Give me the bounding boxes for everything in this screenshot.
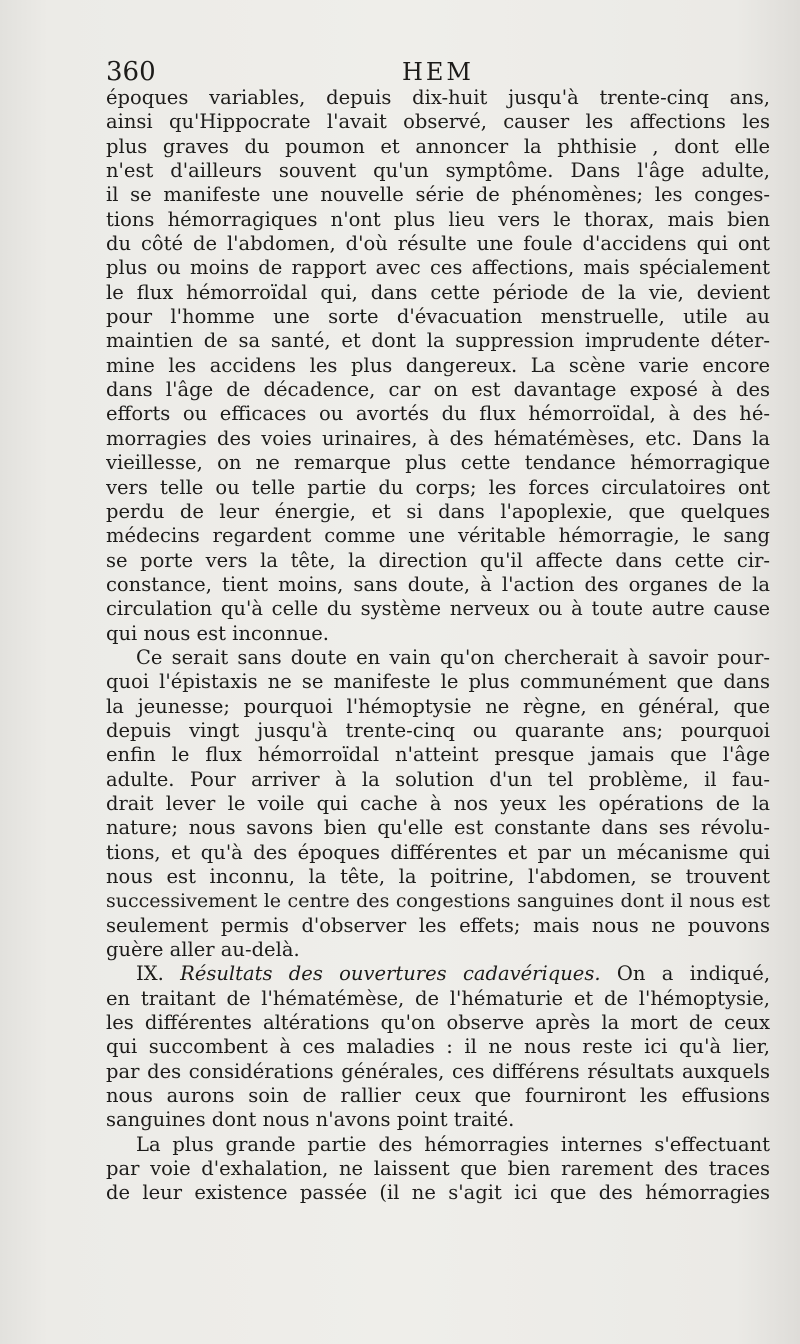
text-line — [106, 208, 770, 232]
line-text: mine les accidens les plus dangereux. La scène varie encore — [106, 353, 770, 377]
text-line — [106, 622, 770, 646]
line-text: maintien de sa santé, et dont la suppression imprudente déter- — [106, 329, 770, 353]
text-line — [106, 743, 770, 767]
line-text: il se manifeste une nouvelle série de phénomènes; les conges- — [106, 183, 770, 207]
text-line — [106, 962, 770, 986]
line-text: la jeunesse; pourquoi l'hémoptysie ne règne, en général, que — [106, 694, 770, 718]
text-line — [106, 232, 770, 256]
line-text: depuis vingt jusqu'à trente-cinq ou quarante ans; pourquoi — [106, 718, 770, 742]
text-line — [106, 768, 770, 792]
page-header — [106, 54, 770, 90]
text-line — [106, 1084, 770, 1108]
line-text: successivement le centre des congestions sanguines dont il nous est — [106, 890, 770, 913]
text-line — [106, 305, 770, 329]
line-text: médecins regardent comme une véritable hémorragie, le sang — [106, 524, 770, 548]
line-text: le flux hémorroïdal qui, dans cette période de la vie, devient — [106, 280, 770, 304]
line-text: constance, tient moins, sans doute, à l'action des organes de la — [106, 572, 770, 596]
text-line — [106, 938, 770, 962]
line-text: plus graves du poumon et annoncer la phthisie , dont elle — [106, 134, 770, 158]
text-line — [106, 1035, 770, 1059]
text-line — [106, 1108, 770, 1132]
text-line — [106, 1060, 770, 1084]
text-line — [106, 1133, 770, 1157]
text-line — [106, 841, 770, 865]
text-line — [106, 329, 770, 353]
text-line — [106, 524, 770, 548]
line-text: drait lever le voile qui cache à nos yeux les opérations de la — [106, 791, 770, 815]
section-number: IX. — [136, 962, 181, 986]
line-text: enfin le flux hémorroïdal n'atteint presque jamais que l'âge — [106, 743, 770, 767]
text-line — [106, 476, 770, 500]
text-line — [106, 354, 770, 378]
line-text: qui succombent à ces maladies : il ne nous reste ici qu'à lier, — [106, 1035, 770, 1059]
text-line — [106, 695, 770, 719]
line-text: se porte vers la tête, la direction qu'il affecte dans cette cir- — [106, 548, 770, 572]
text-line — [106, 597, 770, 621]
line-text: qui nous est inconnue. — [106, 621, 329, 645]
line-text: morragies des voies urinaires, à des hématémèses, etc. Dans la — [106, 426, 770, 450]
text-line — [106, 792, 770, 816]
text-line — [106, 719, 770, 743]
line-text: nature; nous savons bien qu'elle est constante dans ses révolu- — [106, 816, 770, 840]
text-line — [106, 427, 770, 451]
line-text: n'est d'ailleurs souvent qu'un symptôme. Dans l'âge adulte, — [106, 159, 770, 183]
body-text — [106, 86, 770, 1206]
text-line — [106, 86, 770, 110]
line-text: guère aller au-delà. — [106, 938, 300, 962]
text-line — [106, 914, 770, 938]
line-text: quoi l'épistaxis ne se manifeste le plus communément que dans — [106, 670, 770, 694]
text-line — [106, 281, 770, 305]
line-text: époques variables, depuis dix-huit jusqu'à trente-cinq ans, — [106, 86, 770, 109]
text-line — [106, 1011, 770, 1035]
line-text: sanguines dont nous n'avons point traité. — [106, 1108, 515, 1132]
line-text: ainsi qu'Hippocrate l'avait observé, causer les affections les — [106, 110, 770, 134]
text-line — [106, 816, 770, 840]
line-text: circulation qu'à celle du système nerveux ou à toute autre cause — [106, 597, 770, 621]
text-line — [106, 378, 770, 402]
line-text: On a indiqué, — [600, 962, 770, 986]
line-text: par voie d'exhalation, ne laissent que bien rarement des traces — [106, 1157, 770, 1181]
text-line — [106, 670, 770, 694]
text-line — [106, 500, 770, 524]
line-text: vieillesse, on ne remarque plus cette tendance hémorragique — [106, 451, 770, 475]
line-text: tions, et qu'à des époques différentes et par un mécanisme qui — [106, 840, 770, 864]
text-line — [106, 135, 770, 159]
line-text: pour l'homme une sorte d'évacuation menstruelle, utile au — [106, 305, 770, 329]
line-text: perdu de leur énergie, et si dans l'apoplexie, que quelques — [106, 499, 770, 523]
line-text: par des considérations générales, ces différens résultats auxquels — [106, 1059, 770, 1083]
running-head: HEM — [401, 58, 475, 86]
line-text: La plus grande partie des hémorragies internes s'effectuant — [136, 1132, 770, 1156]
text-line — [106, 402, 770, 426]
text-line — [106, 987, 770, 1011]
line-text: Ce serait sans doute en vain qu'on chercherait à savoir pour- — [136, 645, 770, 669]
line-text: plus ou moins de rapport avec ces affections, mais spécialement — [106, 256, 770, 280]
text-line — [106, 549, 770, 573]
line-text: efforts ou efficaces ou avortés du flux hémorroïdal, à des hé- — [106, 402, 770, 426]
text-line — [106, 451, 770, 475]
text-line — [106, 889, 770, 913]
line-text: de leur existence passée (il ne s'agit ici que des hémorragies — [106, 1181, 770, 1205]
line-text: nous aurons soin de rallier ceux que fourniront les effusions — [106, 1084, 770, 1108]
text-line — [106, 110, 770, 134]
line-text: seulement permis d'observer les effets; mais nous ne pouvons — [106, 913, 770, 937]
line-text: vers telle ou telle partie du corps; les forces circulatoires ont — [106, 475, 770, 499]
line-text: tions hémorragiques n'ont plus lieu vers le thorax, mais bien — [106, 207, 770, 231]
line-text: dans l'âge de décadence, car on est davantage exposé à des — [106, 378, 770, 402]
text-line — [106, 159, 770, 183]
line-text: du côté de l'abdomen, d'où résulte une foule d'accidens qui ont — [106, 232, 770, 256]
line-text: nous est inconnu, la tête, la poitrine, l'abdomen, se trouvent — [106, 865, 770, 888]
text-line — [106, 1157, 770, 1181]
text-line — [106, 183, 770, 207]
text-line — [106, 573, 770, 597]
line-text: en traitant de l'hématémèse, de l'hématurie et de l'hémoptysie, — [106, 986, 770, 1010]
page-number: 360 — [106, 57, 156, 87]
text-line — [106, 1181, 770, 1205]
text-line — [106, 646, 770, 670]
line-text: les différentes altérations qu'on observe après la mort de ceux — [106, 1011, 770, 1035]
text-line — [106, 865, 770, 889]
section-heading: Résultats des ouvertures cadavériques. — [180, 962, 601, 986]
text-line — [106, 256, 770, 280]
line-text: adulte. Pour arriver à la solution d'un tel problème, il fau- — [106, 767, 770, 791]
